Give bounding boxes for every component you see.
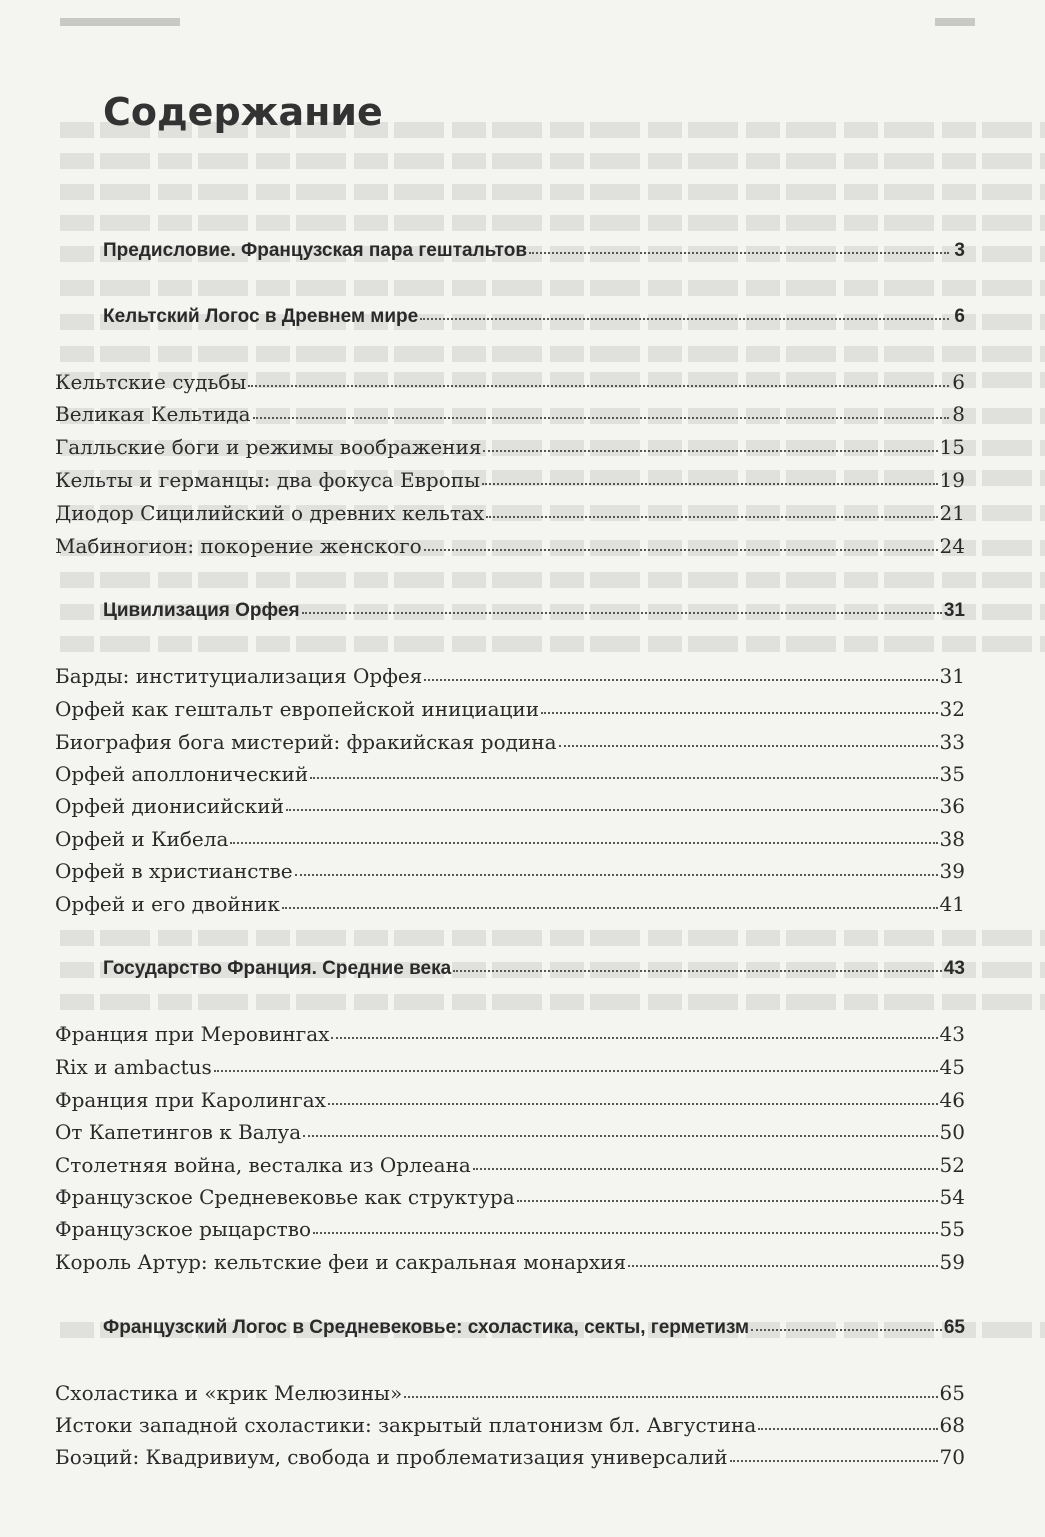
toc-entry-title: Франция при Каролингах xyxy=(55,1088,326,1112)
page-number: 54 xyxy=(939,1185,965,1209)
toc-entry[interactable] xyxy=(55,857,965,885)
page-number: 50 xyxy=(939,1120,965,1144)
page-number: 15 xyxy=(939,435,965,459)
toc-entry-title: От Капетингов к Валуа xyxy=(55,1120,302,1144)
dot-leader xyxy=(310,773,937,779)
dot-leader xyxy=(473,1164,938,1170)
dot-leader xyxy=(230,838,937,844)
page-number: 39 xyxy=(939,859,965,883)
dot-leader xyxy=(424,545,938,551)
dot-leader xyxy=(453,966,942,972)
toc-entry-title: Rix и ambactus xyxy=(55,1055,212,1079)
page-number: 46 xyxy=(939,1088,965,1112)
toc-section-title: Предисловие. Французская пара гештальтов xyxy=(103,240,527,261)
toc-section[interactable] xyxy=(55,597,965,625)
toc-entry[interactable] xyxy=(55,433,965,461)
toc-entry-title: Боэций: Квадривиум, свобода и проблематизация универсалий xyxy=(55,1445,728,1469)
toc-section[interactable] xyxy=(55,303,965,331)
dot-leader xyxy=(420,314,949,320)
page-number: 43 xyxy=(939,1022,965,1046)
toc-entry-title: Орфей и Кибела xyxy=(55,827,229,851)
dot-leader xyxy=(331,1033,937,1039)
page-number: 59 xyxy=(939,1250,965,1274)
toc-entry[interactable] xyxy=(55,1086,965,1114)
dot-leader xyxy=(302,608,942,614)
page-number: 19 xyxy=(939,468,965,492)
page-number: 35 xyxy=(939,762,965,786)
toc-entry[interactable] xyxy=(55,728,965,756)
dot-leader xyxy=(286,805,938,811)
toc-entry[interactable] xyxy=(55,1183,965,1211)
toc-entry[interactable] xyxy=(55,1151,965,1179)
page-number: 21 xyxy=(939,501,965,525)
page-number: 6 xyxy=(952,370,965,394)
toc-entry[interactable] xyxy=(55,400,965,428)
dot-leader xyxy=(559,741,938,747)
dot-leader xyxy=(313,1228,938,1234)
toc-section-title: Государство Франция. Средние века xyxy=(103,958,452,979)
page-number: 65 xyxy=(939,1381,965,1405)
toc-entry-title: Биография бога мистерий: фракийская родина xyxy=(55,730,557,754)
page-number: 70 xyxy=(939,1445,965,1469)
page-number: 65 xyxy=(943,1317,965,1338)
dot-leader xyxy=(628,1261,937,1267)
toc-entry[interactable] xyxy=(55,1248,965,1276)
toc-entry[interactable] xyxy=(55,695,965,723)
toc-entry[interactable] xyxy=(55,1053,965,1081)
toc-entry[interactable] xyxy=(55,662,965,690)
page-number: 55 xyxy=(939,1217,965,1241)
toc-section-title: Кельтский Логос в Древнем мире xyxy=(103,306,419,327)
page-number: 32 xyxy=(939,697,965,721)
toc-entry-title: Великая Кельтида xyxy=(55,402,251,426)
toc-entry-title: Орфей в христианстве xyxy=(55,859,293,883)
page-number: 36 xyxy=(939,794,965,818)
toc-entry[interactable] xyxy=(55,890,965,918)
toc-section[interactable] xyxy=(55,955,965,983)
toc-section-title: Французский Логос в Средневековье: схоластика, секты, герметизм xyxy=(103,1317,750,1338)
dot-leader xyxy=(248,381,949,387)
toc-entry-title: Кельты и германцы: два фокуса Европы xyxy=(55,468,480,492)
page-number: 38 xyxy=(939,827,965,851)
toc-entry[interactable] xyxy=(55,499,965,527)
toc-entry[interactable] xyxy=(55,532,965,560)
page-number: 6 xyxy=(954,306,965,327)
toc-entry-title: Столетняя война, весталка из Орлеана xyxy=(55,1153,471,1177)
toc-entry[interactable] xyxy=(55,1215,965,1243)
toc-entry[interactable] xyxy=(55,825,965,853)
toc-entry-title: Орфей как гештальт европейской инициации xyxy=(55,697,540,721)
toc-entry-title: Орфей дионисийский xyxy=(55,794,284,818)
page-title: Содержание xyxy=(103,90,383,134)
dot-leader xyxy=(751,1325,942,1331)
page-number: 8 xyxy=(952,402,965,426)
toc-entry[interactable] xyxy=(55,760,965,788)
dot-leader xyxy=(214,1066,938,1072)
page-number: 33 xyxy=(939,730,965,754)
page-number: 45 xyxy=(939,1055,965,1079)
dot-leader xyxy=(328,1099,938,1105)
toc-entry-title: Схоластика и «крик Мелюзины» xyxy=(55,1381,403,1405)
page-number: 52 xyxy=(939,1153,965,1177)
toc-entry-title: Галльские боги и режимы воображения xyxy=(55,435,482,459)
toc-section[interactable] xyxy=(55,1314,965,1342)
dot-leader xyxy=(295,870,938,876)
page-number-ghost xyxy=(935,18,975,26)
toc-entry-title: Кельтские судьбы xyxy=(55,370,247,394)
dot-leader xyxy=(541,708,937,714)
page-number: 43 xyxy=(943,958,965,979)
page-number: 3 xyxy=(954,240,965,261)
toc-entry-title: Диодор Сицилийский о древних кельтах xyxy=(55,501,485,525)
toc-entry-title: Французское рыцарство xyxy=(55,1217,312,1241)
toc-entry[interactable] xyxy=(55,1443,965,1471)
dot-leader xyxy=(529,248,949,254)
dot-leader xyxy=(303,1131,937,1137)
toc-entry[interactable] xyxy=(55,792,965,820)
dot-leader xyxy=(730,1456,938,1462)
toc-entry[interactable] xyxy=(55,368,965,396)
dot-leader xyxy=(486,512,937,518)
page-number: 24 xyxy=(939,534,965,558)
dot-leader xyxy=(282,903,938,909)
page-number: 31 xyxy=(943,600,965,621)
dot-leader xyxy=(517,1196,938,1202)
page-number: 31 xyxy=(939,664,965,688)
dot-leader xyxy=(404,1392,937,1398)
toc-entry-title: Французское Средневековье как структура xyxy=(55,1185,515,1209)
toc-entry-title: Орфей аполлонический xyxy=(55,762,309,786)
toc-section-title: Цивилизация Орфея xyxy=(103,600,300,621)
toc-entry[interactable] xyxy=(55,1411,965,1439)
toc-entry-title: Барды: институциализация Орфея xyxy=(55,664,423,688)
toc-entry-title: Орфей и его двойник xyxy=(55,892,280,916)
running-header-ghost xyxy=(60,18,180,26)
dot-leader xyxy=(758,1424,937,1430)
toc-section[interactable] xyxy=(55,237,965,265)
page-number: 68 xyxy=(939,1413,965,1437)
dot-leader xyxy=(253,413,949,419)
toc-entry-title: Истоки западной схоластики: закрытый платонизм бл. Августина xyxy=(55,1413,757,1437)
toc-entry[interactable] xyxy=(55,1020,965,1048)
page-number: 41 xyxy=(939,892,965,916)
toc-entry-title: Франция при Меровингах xyxy=(55,1022,330,1046)
toc-entry[interactable] xyxy=(55,466,965,494)
toc-entry[interactable] xyxy=(55,1118,965,1146)
toc-entry-title: Мабиногион: покорение женского xyxy=(55,534,422,558)
dot-leader xyxy=(482,479,938,485)
toc-entry[interactable] xyxy=(55,1379,965,1407)
toc-entry-title: Король Артур: кельтские феи и сакральная монархия xyxy=(55,1250,627,1274)
dot-leader xyxy=(424,675,937,681)
dot-leader xyxy=(483,446,937,452)
